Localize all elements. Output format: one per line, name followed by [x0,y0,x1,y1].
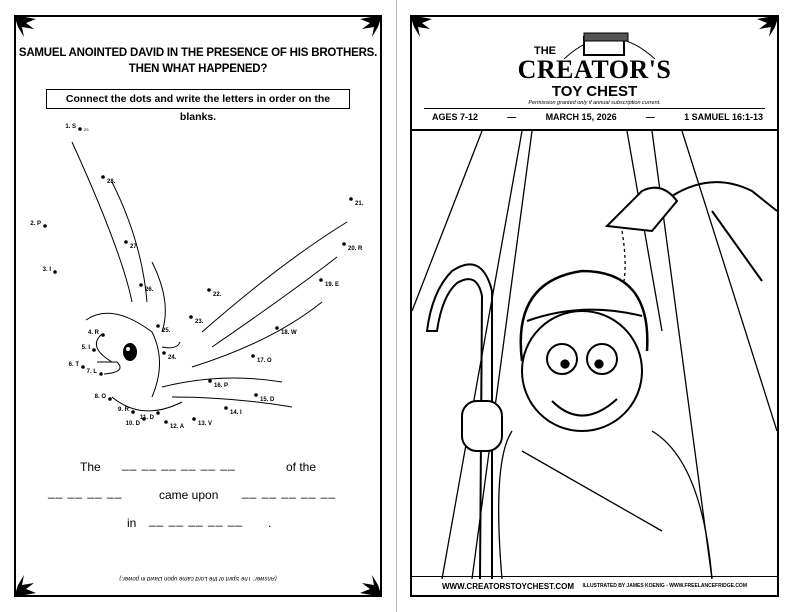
dot-label: 29. [84,127,90,132]
dot-label: 12. A [170,424,185,430]
dot [139,283,143,287]
page-divider [396,0,397,612]
dot-label: 15. D [260,397,275,403]
separator: — [507,112,517,122]
dot-label: 17. O [257,358,272,364]
dot [156,411,160,415]
illustrator-credit: ILLUSTRATED BY JAMES KOENIG - WWW.FREELANCEFRIDGE.COM [582,583,747,589]
dot-label: 2. P [30,221,41,227]
dot-label: 14. I [230,410,242,416]
sentence-word: The [80,460,101,474]
dot [208,379,212,383]
dot [108,397,112,401]
dot [101,333,105,337]
answer-blank[interactable]: __ __ __ __ __ __ [122,457,236,471]
leaf-corner-icon [753,15,779,41]
dot [224,406,228,410]
dot-label: 7. L [86,369,97,375]
separator: — [645,112,655,122]
dot [92,348,96,352]
website-link[interactable]: WWW.CREATORSTOYCHEST.COM [442,581,574,591]
dot-label: 25. [162,328,171,334]
dot-label: 5. I [81,345,90,351]
logo-subtitle: TOY CHEST [551,83,638,100]
instructions-box: Connect the dots and write the letters in order on the blanks. [46,89,350,109]
sentence-word: of the [286,460,317,474]
title-line: THEN WHAT HAPPENED? [128,63,268,75]
dot [342,242,346,246]
dot [81,365,85,369]
coloring-page [410,15,779,597]
dot [189,315,193,319]
dot-label: 19. E [325,282,340,288]
upside-down-answer: (Answer: The Spirit of the Lord came upon David in power.) [119,575,277,581]
dot [349,197,353,201]
connect-the-dots-bird [16,17,384,599]
dot [131,410,135,414]
leaf-corner-icon [410,15,436,41]
dot-label: 4. R [87,330,99,336]
dot-label: 8. O [94,394,106,400]
answer-blank[interactable]: __ __ __ __ __ [149,513,244,527]
dot [275,326,279,330]
sentence-word: in [127,516,137,530]
permission-note: Permission granted only if annual subscription current. [528,100,661,106]
bird-eye [123,343,137,361]
dot [254,393,258,397]
page-footer [412,576,777,595]
dot-label: 1. S [65,124,76,130]
dot-label: 20. R [348,246,363,252]
dot [192,417,196,421]
dot-label: 9. R [117,407,129,413]
dot [162,351,166,355]
title-line: SAMUEL ANOINTED DAVID IN THE PRESENCE OF HIS BROTHERS. [18,47,378,59]
lesson-date: MARCH 15, 2026 [545,112,617,122]
dot-label: 23. [195,319,204,325]
dot-label: 24. [168,355,177,361]
dot-label: 27. [130,244,139,250]
dot-label: 28. [107,179,116,185]
logo-the: THE [534,45,556,57]
activity-page [14,15,382,597]
dot-label: 13. V [198,421,213,427]
dot [251,354,255,358]
dot [53,270,57,274]
dot [78,127,82,131]
dot-label: 11. D [139,415,154,421]
dot [99,372,103,376]
sentence-word: came upon [159,488,219,502]
sentence-period: . [268,516,272,530]
dot-label: 6. T [68,362,79,368]
answer-blank[interactable]: __ __ __ __ [48,485,123,499]
dot [43,224,47,228]
age-range: AGES 7-12 [432,112,479,122]
rule [424,108,765,109]
answer-blank[interactable]: __ __ __ __ __ [242,485,337,499]
dot-label: 18. W [281,330,297,336]
info-bar [432,112,763,122]
dot-label: 16. P [214,383,229,389]
scripture-reference: 1 SAMUEL 16:1-13 [684,112,763,122]
dot [101,175,105,179]
dot [164,420,168,424]
dot-label: 3. I [42,267,51,273]
dot [207,288,211,292]
dot-label: 26. [145,287,154,293]
dot [319,278,323,282]
dot-label: 22. [213,292,222,298]
david-anointed-illustration [412,131,777,579]
dot [156,324,160,328]
dot [124,240,128,244]
dot-label: 10. D [125,421,140,427]
logo-title: CREATOR'S [517,55,672,84]
dot-label: 21. [355,201,364,207]
